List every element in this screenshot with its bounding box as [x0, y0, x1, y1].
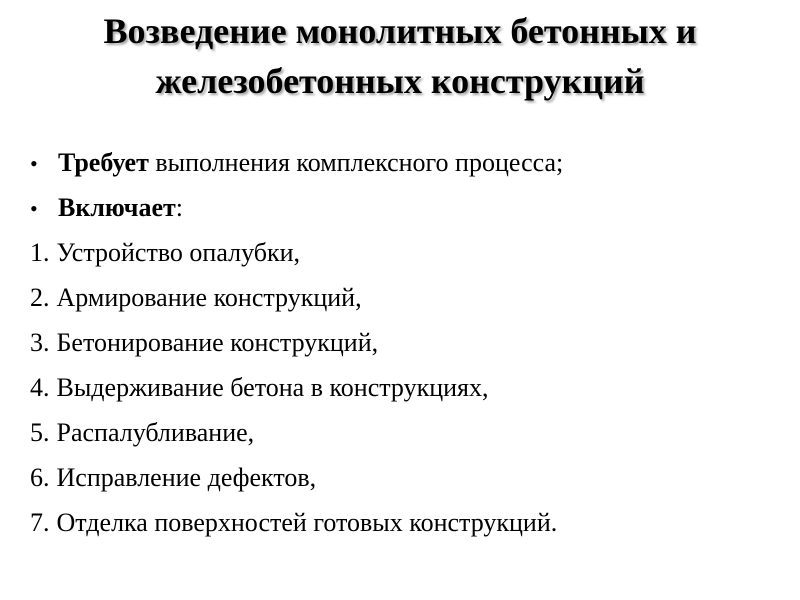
list-text: Выдерживание бетона в конструкциях, [56, 373, 489, 402]
list-text: Распалубливание, [56, 418, 255, 447]
list-text: Исправление дефектов, [56, 463, 317, 492]
list-number: 5. [30, 418, 50, 447]
list-number: 3. [30, 328, 50, 357]
bullet-marker: • [30, 151, 38, 176]
slide-title [0, 6, 800, 106]
list-number: 7. [30, 508, 50, 537]
list-item [30, 230, 780, 275]
bullet-text: : [175, 193, 183, 222]
list-text: Отделка поверхностей готовых конструкций. [56, 508, 558, 537]
list-text: Армирование конструкций, [56, 283, 362, 312]
list-item [30, 320, 780, 365]
slide-title-line-2: железобетонных конструкций [155, 61, 645, 101]
bullet-bold-text: Требует [58, 148, 149, 177]
bullet-marker: • [30, 196, 38, 221]
list-item [30, 275, 780, 320]
list-number: 2. [30, 283, 50, 312]
bullet-item [30, 185, 780, 230]
list-number: 4. [30, 373, 50, 402]
bullet-item [30, 140, 780, 185]
list-text: Устройство опалубки, [56, 238, 301, 267]
slide-title-line-1: Возведение монолитных бетонных и [103, 11, 697, 51]
slide-body [30, 140, 780, 545]
list-item [30, 410, 780, 455]
list-item [30, 365, 780, 410]
bullet-bold-text: Включает [58, 193, 176, 222]
list-number: 1. [30, 238, 50, 267]
bullet-text: выполнения комплексного процесса; [148, 148, 564, 177]
list-text: Бетонирование конструкций, [56, 328, 379, 357]
list-item [30, 500, 780, 545]
list-number: 6. [30, 463, 50, 492]
list-item [30, 455, 780, 500]
